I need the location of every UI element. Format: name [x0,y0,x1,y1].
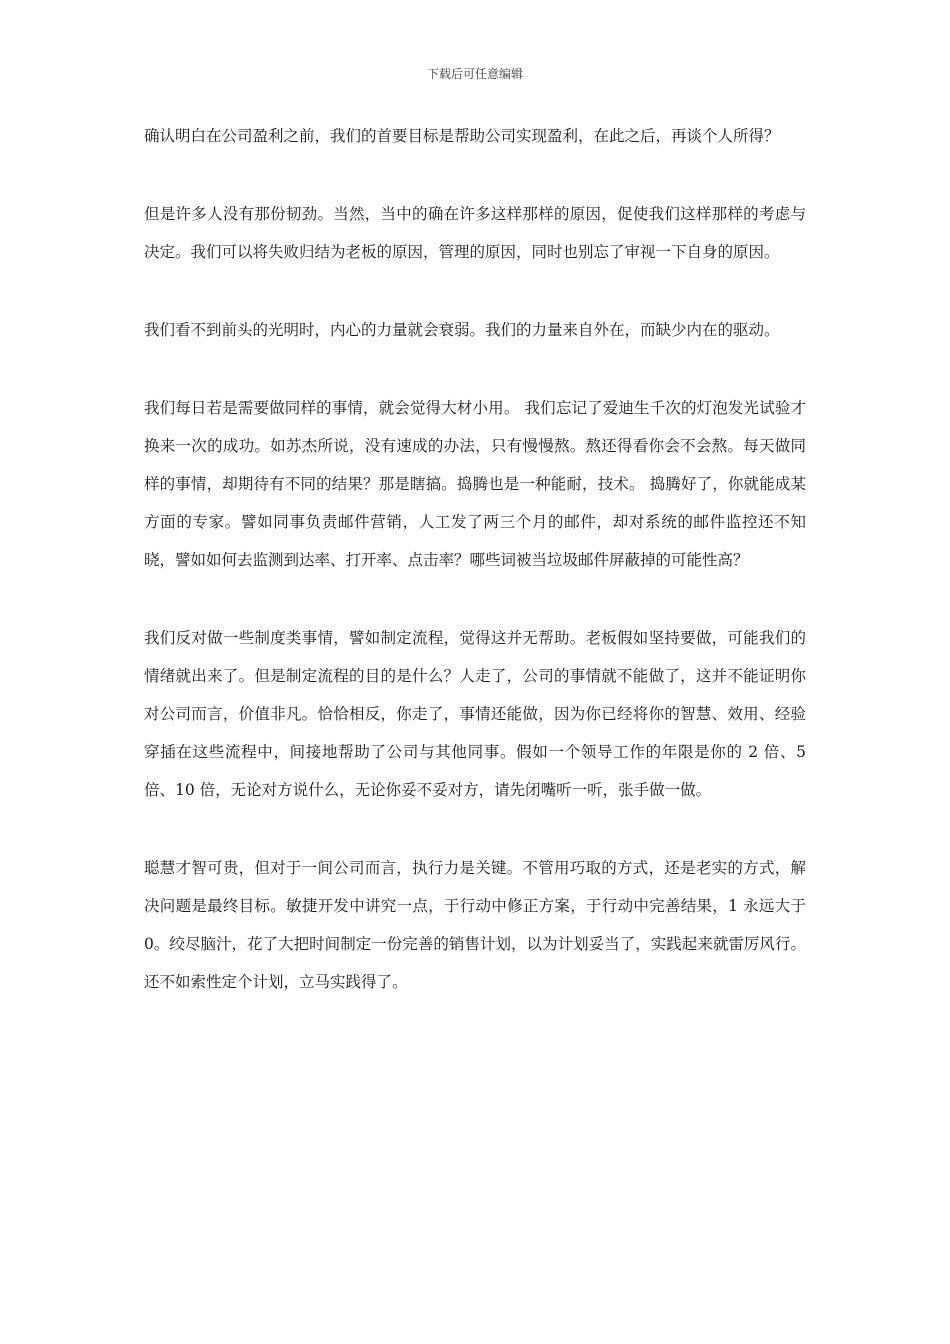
paragraph-3: 我们看不到前头的光明时，内心的力量就会衰弱。我们的力量来自外在，而缺少内在的驱动。 [144,321,780,339]
paragraph-1: 确认明白在公司盈利之前，我们的首要目标是帮助公司实现盈利，在此之后，再谈个人所得？ [144,127,780,145]
page-header-note: 下载后可任意编辑 [426,67,523,81]
paragraph-2: 但是许多人没有那份韧劲。当然，当中的确在许多这样那样的原因，促使我们这样那样的考虑与决定。我们可以将失败归结为老板的原因，管理的原因，同时也别忘了审视一下自身的原因。 [144,205,806,261]
paragraph-6: 聪慧才智可贵，但对于一间公司而言，执行力是关键。不管用巧取的方式，还是老实的方式，解决问题是最终目标。敏捷开发中讲究一点，于行动中修正方案，于行动中完善结果，1 永远大于 0。绞尽脑汁，花了大把时间制定一份完善的销售计划，以为计划妥当了，实践起来就雷厉风行。还不如索性定个计划，立马实践得了。 [144,859,806,991]
paragraph-4: 我们每日若是需要做同样的事情，就会觉得大材小用。 我们忘记了爱迪生千次的灯泡发光试验才换来一次的成功。如苏杰所说，没有速成的办法，只有慢慢熬。熬还得看你会不会熬。每天做同样的事情，却期待有不同的结果？那是瞎搞。捣腾也是一种能耐，技术。 捣腾好了，你就能成某方面的专家。譬如同事负责邮件营销，人工发了两三个月的邮件，却对系统的邮件监控还不知晓，譬如如何去监测到达率、打开率、点击率？哪些词被当垃圾邮件屏蔽掉的可能性高？ [144,399,806,569]
paragraph-5: 我们反对做一些制度类事情，譬如制定流程，觉得这并无帮助。老板假如坚持要做，可能我们的情绪就出来了。但是制定流程的目的是什么？人走了，公司的事情就不能做了，这并不能证明你对公司而言，价值非凡。恰恰相反，你走了，事情还能做，因为你已经将你的智慧、效用、经验穿插在这些流程中，间接地帮助了公司与其他同事。假如一个领导工作的年限是你的 2 倍、5 倍、10 倍，无论对方说什么，无论你妥不妥对方，请先闭嘴听一听，张手做一做。 [144,629,806,799]
document-body [144,117,806,1041]
